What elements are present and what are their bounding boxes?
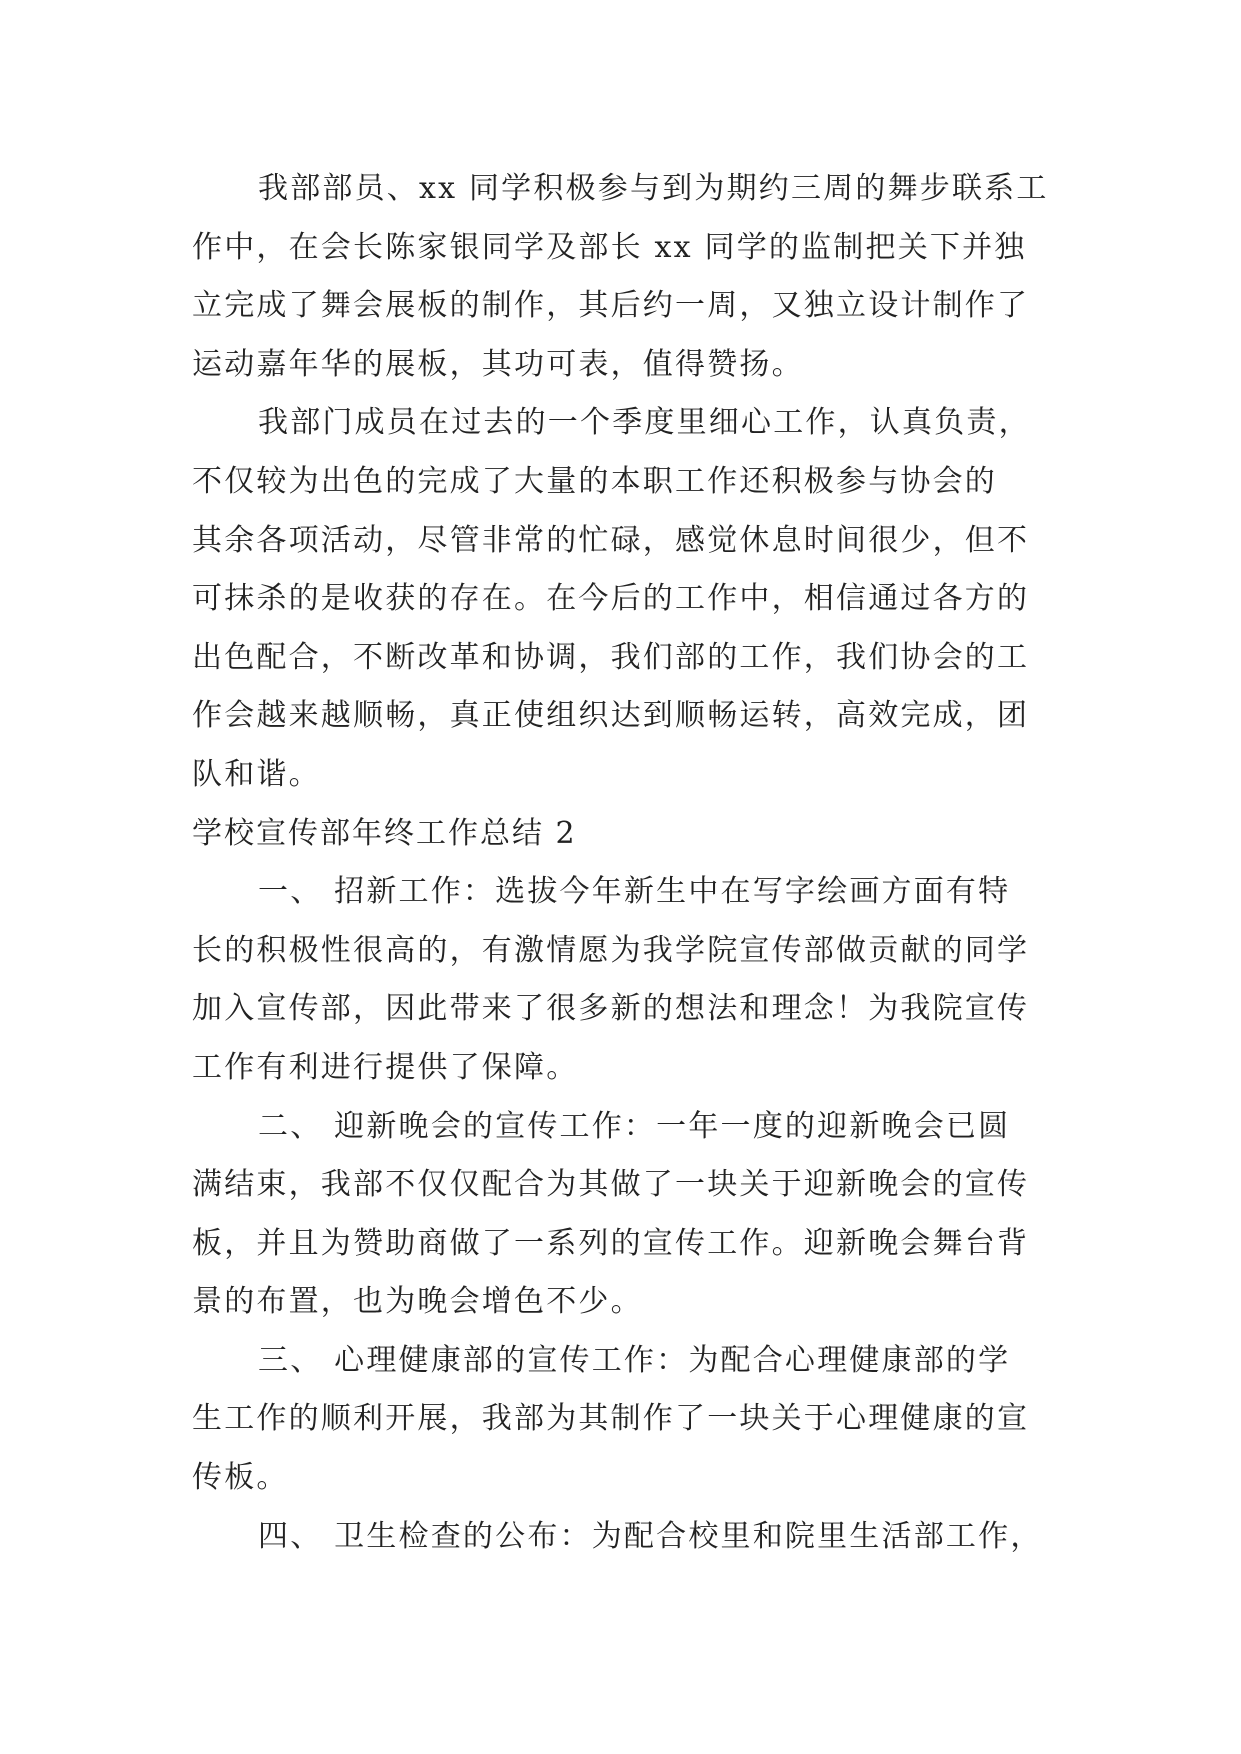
text-line: 其余各项活动，尽管非常的忙碌，感觉休息时间很少，但不 [192,522,1030,558]
text-line: 可抹杀的是收获的存在。在今后的工作中，相信通过各方的 [192,581,1030,617]
text-line: 工作有利进行提供了保障。 [192,1049,579,1085]
section-heading: 学校宣传部年终工作总结 2 [192,815,577,851]
text-line: 作会越来越顺畅，真正使组织达到顺畅运转，高效完成，团 [192,698,1030,734]
text-line: 加入宣传部，因此带来了很多新的想法和理念！为我院宣传 [192,991,1030,1027]
text-line: 满结束，我部不仅仅配合为其做了一块关于迎新晚会的宣传 [192,1167,1030,1203]
text-line: 队和谐。 [192,756,321,792]
text-line: 我部部员、xx 同学积极参与到为期约三周的舞步联系工 [258,171,1049,206]
text-line: 四、 卫生检查的公布：为配合校里和院里生活部工作， [258,1518,1043,1554]
text-line: 不仅较为出色的完成了大量的本职工作还积极参与协会的 [192,463,997,499]
text-line: 传板。 [192,1460,289,1496]
text-line: 板，并且为赞助商做了一系列的宣传工作。迎新晚会舞台背 [192,1225,1030,1261]
text-line: 一、 招新工作：选拔今年新生中在写字绘画方面有特 [258,874,1011,910]
text-line: 立完成了舞会展板的制作，其后约一周，又独立设计制作了 [192,288,1030,324]
text-line: 我部门成员在过去的一个季度里细心工作，认真负责， [258,405,1031,441]
text-line: 二、 迎新晚会的宣传工作：一年一度的迎新晚会已圆 [258,1108,1011,1144]
text-line: 三、 心理健康部的宣传工作：为配合心理健康部的学 [258,1342,1011,1378]
text-line: 运动嘉年华的展板，其功可表，值得赞扬。 [192,346,804,382]
text-line: 出色配合，不断改革和协调，我们部的工作，我们协会的工 [192,639,1030,675]
text-line: 景的布置，也为晚会增色不少。 [192,1284,643,1320]
text-line: 作中，在会长陈家银同学及部长 xx 同学的监制把关下并独 [192,229,1027,265]
text-line: 长的积极性很高的，有激情愿为我学院宣传部做贡献的同学 [192,932,1030,968]
text-line: 生工作的顺利开展，我部为其制作了一块关于心理健康的宣 [192,1401,1030,1437]
document-body [192,160,1064,1566]
